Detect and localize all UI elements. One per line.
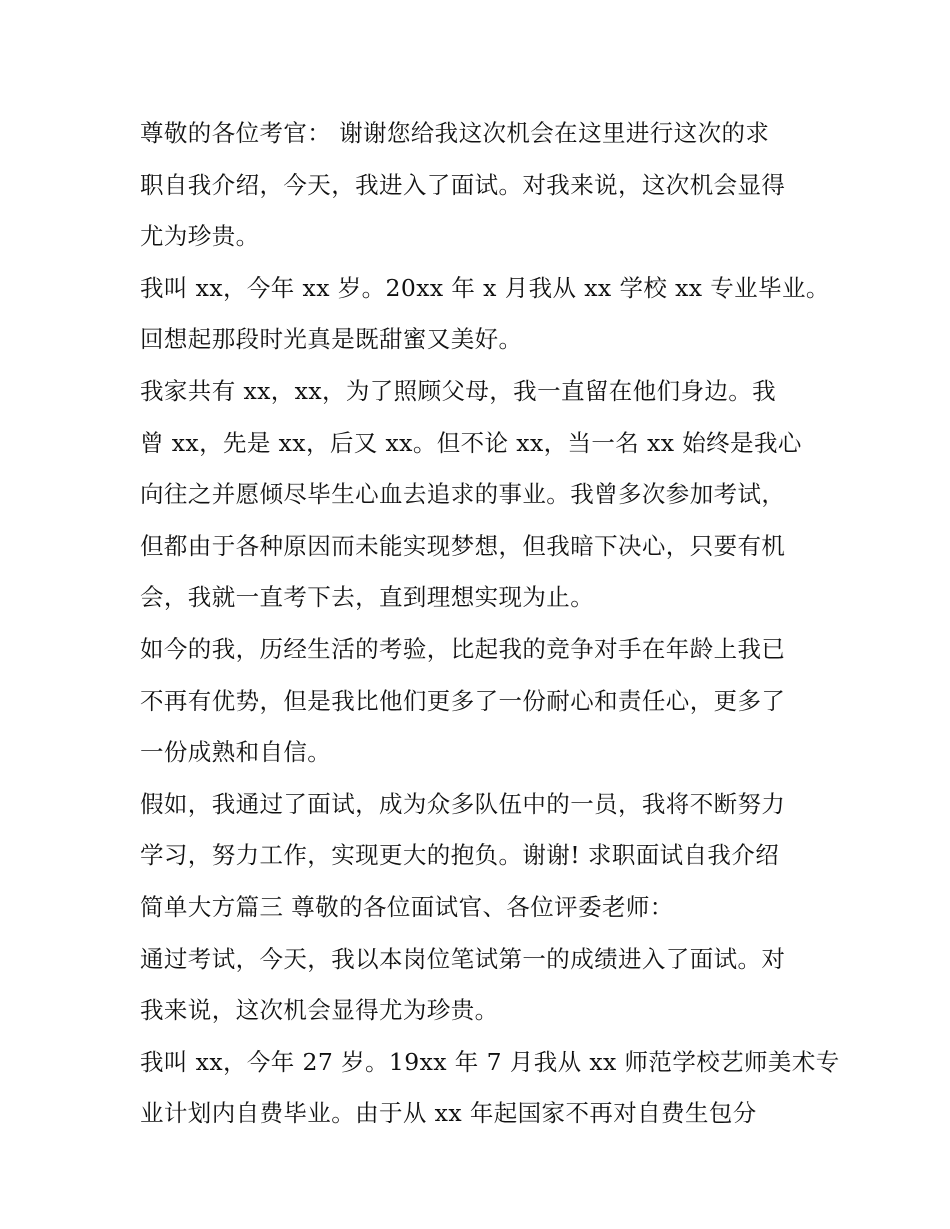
- text-line: 职自我介绍，今天，我进入了面试。对我来说，这次机会显得: [140, 170, 786, 199]
- text-line: 回想起那段时光真是既甜蜜又美好。: [140, 325, 523, 354]
- text-line: 学习，努力工作，实现更大的抱负。谢谢! 求职面试自我介绍: [140, 841, 780, 870]
- text-line: 假如，我通过了面试，成为众多队伍中的一员，我将不断努力: [140, 789, 786, 818]
- text-line: 会，我就一直考下去，直到理想实现为止。: [140, 583, 595, 612]
- text-line: 我来说，这次机会显得尤为珍贵。: [140, 996, 499, 1025]
- text-line: 一份成熟和自信。: [140, 738, 332, 767]
- text-line: 通过考试，今天，我以本岗位笔试第一的成绩进入了面试。对: [140, 944, 786, 973]
- text-line: 我家共有 xx，xx，为了照顾父母，我一直留在他们身边。我: [140, 376, 777, 405]
- text-line: 尤为珍贵。: [140, 222, 260, 251]
- text-line: 向往之并愿倾尽毕生心血去追求的事业。我曾多次参加考试，: [140, 480, 786, 509]
- text-line: 我叫 xx，今年 27 岁。19xx 年 7 月我从 xx 师范学校艺师美术专: [140, 1047, 840, 1076]
- text-line: 但都由于各种原因而未能实现梦想，但我暗下决心，只要有机: [140, 531, 786, 560]
- document-body: [140, 108, 840, 1140]
- text-line: 如今的我，历经生活的考验，比起我的竞争对手在年龄上我已: [140, 634, 786, 663]
- text-line: 不再有优势，但是我比他们更多了一份耐心和责任心，更多了: [140, 686, 786, 715]
- text-line: 我叫 xx，今年 xx 岁。20xx 年 x 月我从 xx 学校 xx 专业毕业。: [140, 273, 830, 302]
- text-line: 业计划内自费毕业。由于从 xx 年起国家不再对自费生包分: [140, 1099, 757, 1128]
- text-line: 曾 xx，先是 xx，后又 xx。但不论 xx，当一名 xx 始终是我心: [140, 428, 802, 457]
- text-line: 尊敬的各位考官： 谢谢您给我这次机会在这里进行这次的求: [140, 119, 770, 147]
- text-line: 简单大方篇三 尊敬的各位面试官、各位评委老师：: [140, 892, 674, 921]
